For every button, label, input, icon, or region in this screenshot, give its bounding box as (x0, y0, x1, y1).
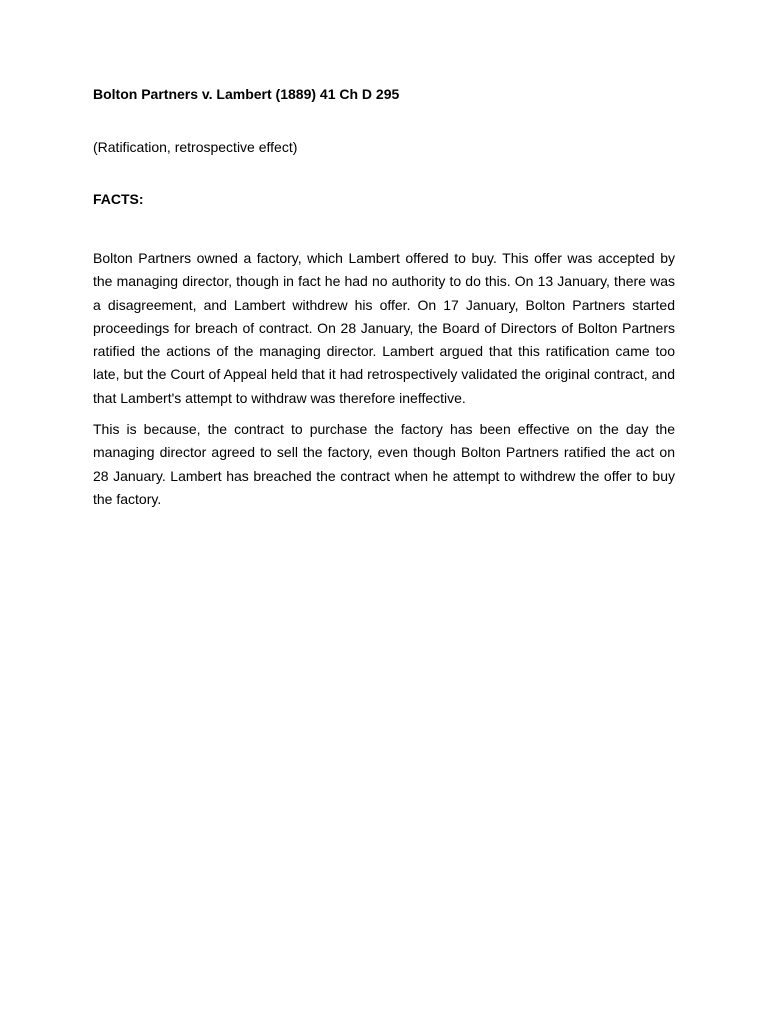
facts-paragraph-1: Bolton Partners owned a factory, which Lambert offered to buy. This offer was accepted by the managing director, though in fact he had no authority to do this. On 13 January, there was a disagreement, and Lambert withdrew his offer. On 17 January, Bolton Partners started proceedings for breach of contract. On 28 January, the Board of Directors of Bolton Partners ratified the actions of the managing director. Lambert argued that this ratification came too late, but the Court of Appeal held that it had retrospectively validated the original contract, and that Lambert's attempt to withdraw was therefore ineffective. (93, 250, 675, 406)
case-subtitle: (Ratification, retrospective effect) (93, 139, 298, 155)
facts-heading: FACTS: (93, 191, 144, 207)
facts-paragraph-2: This is because, the contract to purchase the factory has been effective on the day the managing director agreed to sell the factory, even though Bolton Partners ratified the act on 28 January. Lambert has breached the contract when he attempt to withdrew the offer to buy the factory. (93, 421, 675, 507)
case-title: Bolton Partners v. Lambert (1889) 41 Ch D 295 (93, 86, 400, 102)
